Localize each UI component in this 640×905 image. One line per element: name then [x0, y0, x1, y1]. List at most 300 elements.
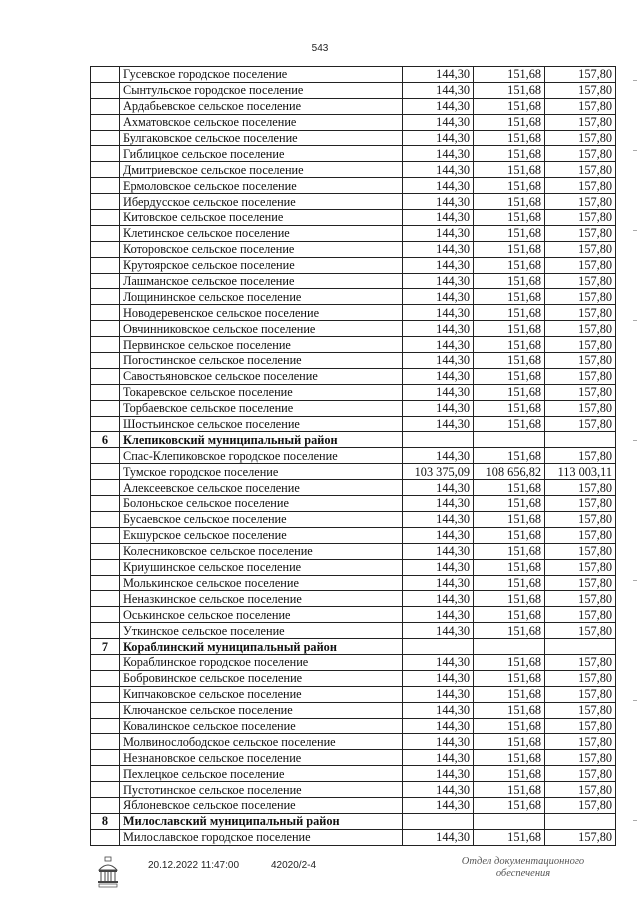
settlement-name: Китовское сельское поселение [120, 210, 403, 226]
row-number [91, 797, 120, 813]
value-col-3: 157,80 [545, 623, 616, 639]
value-col-1: 144,30 [403, 114, 474, 130]
value-col-2: 151,68 [474, 686, 545, 702]
row-number [91, 368, 120, 384]
row-number [91, 114, 120, 130]
value-col-2: 151,68 [474, 448, 545, 464]
table-row [91, 591, 616, 607]
value-col-1: 144,30 [403, 527, 474, 543]
value-col-2: 151,68 [474, 82, 545, 98]
value-col-1: 144,30 [403, 702, 474, 718]
page-footer [0, 856, 640, 896]
value-col-1: 103 375,09 [403, 464, 474, 480]
settlement-name: Лощининское сельское поселение [120, 289, 403, 305]
value-col-1: 144,30 [403, 98, 474, 114]
value-col-1: 144,30 [403, 559, 474, 575]
table-row [91, 194, 616, 210]
table-row [91, 289, 616, 305]
value-col-2: 151,68 [474, 321, 545, 337]
table-row [91, 321, 616, 337]
value-col-2: 151,68 [474, 782, 545, 798]
row-number [91, 670, 120, 686]
value-col-3: 157,80 [545, 194, 616, 210]
value-col-1: 144,30 [403, 400, 474, 416]
value-col-2: 151,68 [474, 766, 545, 782]
district-row [91, 432, 616, 448]
value-col-3: 157,80 [545, 607, 616, 623]
department-stamp [438, 856, 608, 880]
row-number [91, 337, 120, 353]
value-col-2: 151,68 [474, 670, 545, 686]
value-col-2 [474, 432, 545, 448]
value-col-2 [474, 639, 545, 655]
row-number [91, 480, 120, 496]
settlement-name: Милославское городское поселение [120, 829, 403, 845]
value-col-3: 157,80 [545, 384, 616, 400]
value-col-2: 151,68 [474, 702, 545, 718]
district-row [91, 813, 616, 829]
duma-logo-icon [96, 856, 120, 888]
row-number [91, 194, 120, 210]
settlement-name: Яблоневское сельское поселение [120, 797, 403, 813]
table-row [91, 384, 616, 400]
settlement-name: Неназкинское сельское поселение [120, 591, 403, 607]
value-col-1: 144,30 [403, 416, 474, 432]
row-number [91, 98, 120, 114]
table-row [91, 702, 616, 718]
settlement-name: Погостинское сельское поселение [120, 353, 403, 369]
value-col-1: 144,30 [403, 766, 474, 782]
table-row [91, 448, 616, 464]
value-col-2: 151,68 [474, 527, 545, 543]
value-col-1: 144,30 [403, 543, 474, 559]
table-row [91, 797, 616, 813]
value-col-3: 157,80 [545, 766, 616, 782]
value-col-2: 151,68 [474, 305, 545, 321]
row-number: 7 [91, 639, 120, 655]
value-col-1: 144,30 [403, 448, 474, 464]
value-col-3: 157,80 [545, 575, 616, 591]
row-number [91, 384, 120, 400]
value-col-3: 157,80 [545, 496, 616, 512]
value-col-3: 157,80 [545, 591, 616, 607]
table-row [91, 353, 616, 369]
settlement-name: Ардабьевское сельское поселение [120, 98, 403, 114]
table-row [91, 162, 616, 178]
value-col-1 [403, 813, 474, 829]
value-col-3: 157,80 [545, 114, 616, 130]
settlement-name: Ибердусское сельское поселение [120, 194, 403, 210]
settlement-name: Новодеревенское сельское поселение [120, 305, 403, 321]
value-col-2: 151,68 [474, 353, 545, 369]
value-col-2: 151,68 [474, 368, 545, 384]
settlement-name: Ковалинское сельское поселение [120, 718, 403, 734]
value-col-3: 157,80 [545, 797, 616, 813]
row-number [91, 686, 120, 702]
table-row [91, 543, 616, 559]
value-col-3: 157,80 [545, 511, 616, 527]
row-number [91, 162, 120, 178]
settlement-name: Савостьяновское сельское поселение [120, 368, 403, 384]
row-number [91, 527, 120, 543]
settlement-name: Клепиковский муниципальный район [120, 432, 403, 448]
settlement-name: Торбаевское сельское поселение [120, 400, 403, 416]
row-number [91, 575, 120, 591]
value-col-3: 157,80 [545, 162, 616, 178]
value-col-1: 144,30 [403, 384, 474, 400]
value-col-3: 157,80 [545, 750, 616, 766]
value-col-3: 157,80 [545, 400, 616, 416]
settlement-name: Незнановское сельское поселение [120, 750, 403, 766]
value-col-1: 144,30 [403, 273, 474, 289]
table-row [91, 718, 616, 734]
value-col-2: 151,68 [474, 337, 545, 353]
value-col-1: 144,30 [403, 480, 474, 496]
settlement-name: Молькинское сельское поселение [120, 575, 403, 591]
row-number: 8 [91, 813, 120, 829]
table-row [91, 273, 616, 289]
value-col-1: 144,30 [403, 511, 474, 527]
table-row [91, 829, 616, 845]
settlement-name: Кипчаковское сельское поселение [120, 686, 403, 702]
footer-date: 20.12.2022 11:47:00 [148, 860, 240, 871]
settlement-name: Овчинниковское сельское поселение [120, 321, 403, 337]
value-col-1: 144,30 [403, 225, 474, 241]
value-col-1: 144,30 [403, 289, 474, 305]
table-row [91, 686, 616, 702]
value-col-3: 157,80 [545, 702, 616, 718]
table-row [91, 241, 616, 257]
table-row [91, 782, 616, 798]
table-row [91, 416, 616, 432]
settlement-name: Лашманское сельское поселение [120, 273, 403, 289]
settlement-name: Дмитриевское сельское поселение [120, 162, 403, 178]
settlement-name: Спас-Клепиковское городское поселение [120, 448, 403, 464]
value-col-3: 157,80 [545, 210, 616, 226]
value-col-3: 157,80 [545, 527, 616, 543]
value-col-2: 151,68 [474, 162, 545, 178]
value-col-1: 144,30 [403, 162, 474, 178]
value-col-1: 144,30 [403, 321, 474, 337]
row-number [91, 496, 120, 512]
value-col-2: 151,68 [474, 146, 545, 162]
table-row [91, 559, 616, 575]
value-col-1: 144,30 [403, 686, 474, 702]
value-col-3 [545, 813, 616, 829]
stamp-line-2: обеспечения [495, 868, 551, 879]
settlement-name: Оськинское сельское поселение [120, 607, 403, 623]
settlement-name: Тумское городское поселение [120, 464, 403, 480]
value-col-2: 108 656,82 [474, 464, 545, 480]
row-number [91, 321, 120, 337]
district-row [91, 639, 616, 655]
value-col-3: 157,80 [545, 448, 616, 464]
value-col-1: 144,30 [403, 797, 474, 813]
value-col-2: 151,68 [474, 257, 545, 273]
page-number: 543 [311, 43, 329, 54]
footer-code: 42020/2-4 [271, 860, 317, 871]
row-number [91, 559, 120, 575]
value-col-3: 157,80 [545, 305, 616, 321]
value-col-2: 151,68 [474, 98, 545, 114]
value-col-2: 151,68 [474, 194, 545, 210]
value-col-1: 144,30 [403, 750, 474, 766]
settlement-name: Молвинослободское сельское поселение [120, 734, 403, 750]
table-row [91, 480, 616, 496]
row-number [91, 702, 120, 718]
row-number [91, 607, 120, 623]
value-col-2: 151,68 [474, 797, 545, 813]
row-number [91, 623, 120, 639]
table-row [91, 82, 616, 98]
settlement-name: Болоньское сельское поселение [120, 496, 403, 512]
value-col-1: 144,30 [403, 368, 474, 384]
settlement-name: Ключанское сельское поселение [120, 702, 403, 718]
row-number [91, 782, 120, 798]
row-number [91, 353, 120, 369]
value-col-1: 144,30 [403, 82, 474, 98]
settlement-name: Криушинское сельское поселение [120, 559, 403, 575]
settlement-name: Кораблинское городское поселение [120, 654, 403, 670]
settlement-name: Милославский муниципальный район [120, 813, 403, 829]
stamp-line-1: Отдел документационного [461, 856, 585, 867]
value-col-1 [403, 432, 474, 448]
settlement-name: Екшурское сельское поселение [120, 527, 403, 543]
value-col-3: 157,80 [545, 670, 616, 686]
settlement-name: Пустотинское сельское поселение [120, 782, 403, 798]
row-number [91, 400, 120, 416]
table-row [91, 464, 616, 480]
settlement-name: Первинское сельское поселение [120, 337, 403, 353]
row-number [91, 448, 120, 464]
table-row [91, 496, 616, 512]
value-col-1: 144,30 [403, 305, 474, 321]
value-col-2: 151,68 [474, 511, 545, 527]
value-col-3: 157,80 [545, 98, 616, 114]
value-col-1: 144,30 [403, 194, 474, 210]
value-col-3: 157,80 [545, 82, 616, 98]
value-col-1 [403, 639, 474, 655]
value-col-3: 157,80 [545, 782, 616, 798]
value-col-2: 151,68 [474, 114, 545, 130]
value-col-1: 144,30 [403, 353, 474, 369]
value-col-1: 144,30 [403, 337, 474, 353]
table-row [91, 114, 616, 130]
value-col-1: 144,30 [403, 829, 474, 845]
value-col-2: 151,68 [474, 591, 545, 607]
value-col-1: 144,30 [403, 623, 474, 639]
table-row [91, 527, 616, 543]
table-row [91, 766, 616, 782]
value-col-2: 151,68 [474, 384, 545, 400]
value-col-3: 157,80 [545, 480, 616, 496]
settlement-name: Уткинское сельское поселение [120, 623, 403, 639]
row-number [91, 146, 120, 162]
value-col-3: 157,80 [545, 829, 616, 845]
row-number [91, 257, 120, 273]
table-row [91, 623, 616, 639]
settlement-name: Ахматовское сельское поселение [120, 114, 403, 130]
value-col-2: 151,68 [474, 178, 545, 194]
row-number [91, 178, 120, 194]
value-col-3: 157,80 [545, 225, 616, 241]
value-col-2: 151,68 [474, 67, 545, 83]
table-row [91, 337, 616, 353]
settlement-name: Крутоярское сельское поселение [120, 257, 403, 273]
value-col-3: 157,80 [545, 543, 616, 559]
value-col-3: 157,80 [545, 146, 616, 162]
table-row [91, 368, 616, 384]
row-number [91, 766, 120, 782]
value-col-1: 144,30 [403, 496, 474, 512]
table-row [91, 400, 616, 416]
settlement-name: Которовское сельское поселение [120, 241, 403, 257]
value-col-2: 151,68 [474, 718, 545, 734]
row-number [91, 464, 120, 480]
value-col-2: 151,68 [474, 210, 545, 226]
value-col-1: 144,30 [403, 178, 474, 194]
value-col-2: 151,68 [474, 400, 545, 416]
value-col-3: 157,80 [545, 321, 616, 337]
value-col-2: 151,68 [474, 225, 545, 241]
table-row [91, 670, 616, 686]
settlement-name: Бусаевское сельское поселение [120, 511, 403, 527]
table-row [91, 305, 616, 321]
row-number [91, 750, 120, 766]
value-col-3: 157,80 [545, 368, 616, 384]
row-number [91, 654, 120, 670]
row-number [91, 416, 120, 432]
value-col-3: 157,80 [545, 416, 616, 432]
value-col-3: 157,80 [545, 718, 616, 734]
settlement-name: Бобровинское сельское поселение [120, 670, 403, 686]
value-col-1: 144,30 [403, 67, 474, 83]
row-number: 6 [91, 432, 120, 448]
value-col-2: 151,68 [474, 623, 545, 639]
value-col-3: 157,80 [545, 337, 616, 353]
value-col-1: 144,30 [403, 257, 474, 273]
row-number [91, 591, 120, 607]
value-col-2: 151,68 [474, 829, 545, 845]
value-col-3: 157,80 [545, 654, 616, 670]
value-col-3: 157,80 [545, 289, 616, 305]
value-col-2: 151,68 [474, 575, 545, 591]
value-col-3: 157,80 [545, 178, 616, 194]
table-row [91, 654, 616, 670]
value-col-1: 144,30 [403, 607, 474, 623]
value-col-3: 157,80 [545, 241, 616, 257]
table-row [91, 98, 616, 114]
value-col-1: 144,30 [403, 241, 474, 257]
value-col-3 [545, 639, 616, 655]
table-row [91, 607, 616, 623]
value-col-1: 144,30 [403, 130, 474, 146]
settlement-name: Клетинское сельское поселение [120, 225, 403, 241]
value-col-2: 151,68 [474, 416, 545, 432]
settlement-name: Гиблицкое сельское поселение [120, 146, 403, 162]
row-number [91, 543, 120, 559]
table-row [91, 575, 616, 591]
table-row [91, 67, 616, 83]
value-col-3: 157,80 [545, 257, 616, 273]
settlement-name: Шостьинское сельское поселение [120, 416, 403, 432]
table-row [91, 750, 616, 766]
row-number [91, 241, 120, 257]
value-col-2: 151,68 [474, 734, 545, 750]
value-col-1: 144,30 [403, 146, 474, 162]
data-table [90, 66, 616, 846]
row-number [91, 718, 120, 734]
value-col-1: 144,30 [403, 718, 474, 734]
table-row [91, 210, 616, 226]
value-col-2: 151,68 [474, 559, 545, 575]
value-col-3: 157,80 [545, 734, 616, 750]
value-col-2: 151,68 [474, 607, 545, 623]
table-row [91, 511, 616, 527]
table-row [91, 178, 616, 194]
value-col-3: 157,80 [545, 686, 616, 702]
settlement-name: Булгаковское сельское поселение [120, 130, 403, 146]
value-col-3: 157,80 [545, 353, 616, 369]
row-number [91, 82, 120, 98]
value-col-1: 144,30 [403, 210, 474, 226]
settlement-name: Пехлецкое сельское поселение [120, 766, 403, 782]
value-col-3: 157,80 [545, 130, 616, 146]
value-col-2: 151,68 [474, 289, 545, 305]
value-col-2: 151,68 [474, 654, 545, 670]
value-col-1: 144,30 [403, 782, 474, 798]
table-row [91, 146, 616, 162]
value-col-2: 151,68 [474, 130, 545, 146]
value-col-3: 157,80 [545, 273, 616, 289]
value-col-2: 151,68 [474, 750, 545, 766]
settlement-name: Кораблинский муниципальный район [120, 639, 403, 655]
table-row [91, 130, 616, 146]
settlement-name: Колесниковское сельское поселение [120, 543, 403, 559]
settlement-name: Алексеевское сельское поселение [120, 480, 403, 496]
value-col-1: 144,30 [403, 654, 474, 670]
row-number [91, 511, 120, 527]
table-row [91, 257, 616, 273]
table-row [91, 225, 616, 241]
row-number [91, 829, 120, 845]
settlement-name: Сынтульское городское поселение [120, 82, 403, 98]
row-number [91, 210, 120, 226]
settlement-name: Токаревское сельское поселение [120, 384, 403, 400]
table-body [91, 67, 616, 846]
value-col-3: 157,80 [545, 559, 616, 575]
settlement-name: Гусевское городское поселение [120, 67, 403, 83]
value-col-2 [474, 813, 545, 829]
row-number [91, 289, 120, 305]
value-col-1: 144,30 [403, 575, 474, 591]
value-col-2: 151,68 [474, 273, 545, 289]
table-row [91, 734, 616, 750]
value-col-3: 157,80 [545, 67, 616, 83]
row-number [91, 130, 120, 146]
row-number [91, 273, 120, 289]
row-number [91, 225, 120, 241]
value-col-1: 144,30 [403, 670, 474, 686]
settlement-name: Ермоловское сельское поселение [120, 178, 403, 194]
value-col-1: 144,30 [403, 591, 474, 607]
value-col-2: 151,68 [474, 480, 545, 496]
value-col-3 [545, 432, 616, 448]
value-col-3: 113 003,11 [545, 464, 616, 480]
value-col-1: 144,30 [403, 734, 474, 750]
scan-edge-marks [631, 60, 637, 860]
row-number [91, 67, 120, 83]
